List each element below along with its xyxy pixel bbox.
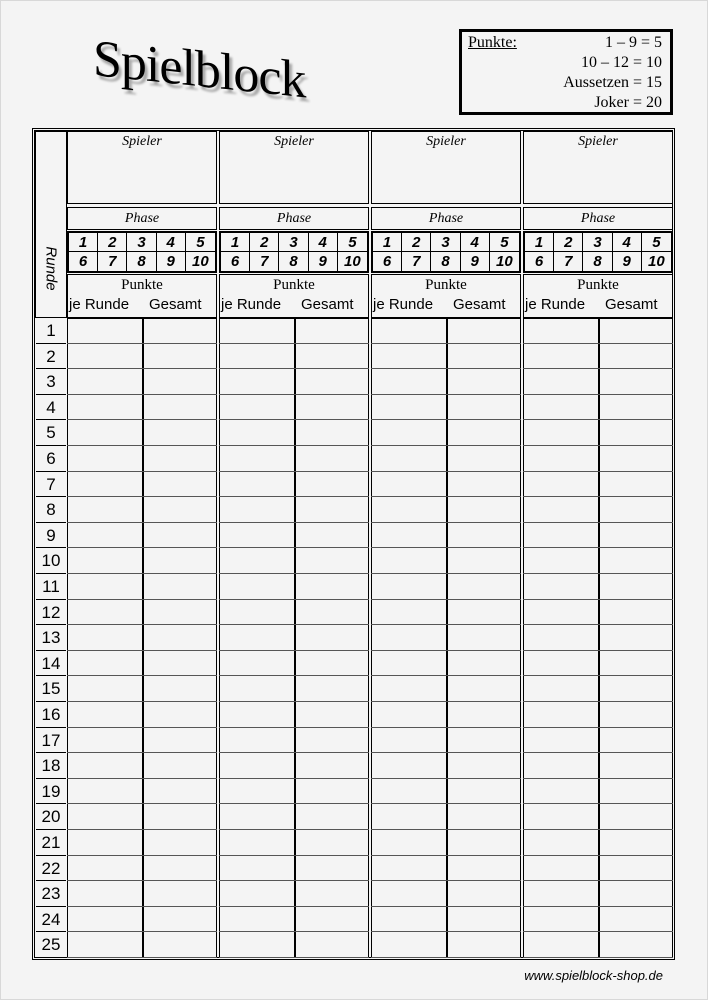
- per-round-score-cell[interactable]: [371, 472, 446, 498]
- round-number: 12: [36, 600, 66, 626]
- phase-checkbox-9[interactable]: 9: [157, 252, 186, 271]
- per-round-score-cell[interactable]: [67, 932, 142, 958]
- total-score-cell[interactable]: [598, 753, 673, 779]
- total-score-cell[interactable]: [142, 420, 217, 446]
- per-round-score-cell[interactable]: [371, 804, 446, 830]
- phase-checkbox-10[interactable]: 10: [648, 253, 665, 270]
- round-number: 8: [36, 497, 66, 523]
- per-round-score-cell[interactable]: [67, 472, 142, 498]
- phase-checkbox-5[interactable]: 5: [338, 233, 367, 252]
- total-score-cell[interactable]: [294, 856, 369, 882]
- total-score-cell[interactable]: [142, 344, 217, 370]
- phase-checkbox-6[interactable]: 6: [221, 252, 250, 271]
- total-score-cell[interactable]: [294, 523, 369, 549]
- per-round-score-cell[interactable]: [219, 881, 294, 907]
- phase-checkbox-7[interactable]: 7: [402, 252, 431, 271]
- per-round-score-cell[interactable]: [219, 932, 294, 958]
- total-score-cell[interactable]: [294, 548, 369, 574]
- round-number: 22: [36, 856, 66, 882]
- total-score-cell[interactable]: [598, 728, 673, 754]
- per-round-score-cell[interactable]: [523, 318, 598, 344]
- round-number: 18: [36, 753, 66, 779]
- total-score-cell[interactable]: [142, 472, 217, 498]
- per-round-score-cell[interactable]: [219, 344, 294, 370]
- per-round-score-cell[interactable]: [219, 395, 294, 421]
- per-round-score-cell[interactable]: [219, 446, 294, 472]
- per-round-score-cell[interactable]: [219, 625, 294, 651]
- per-round-score-cell[interactable]: [219, 523, 294, 549]
- total-score-cell[interactable]: [446, 625, 521, 651]
- total-score-cell[interactable]: [294, 907, 369, 933]
- per-round-score-cell[interactable]: [371, 625, 446, 651]
- points-label: Punkte: [273, 277, 315, 293]
- total-score-cell[interactable]: [294, 574, 369, 600]
- phase-checkbox-9[interactable]: 9: [461, 252, 490, 271]
- total-score-cell[interactable]: [294, 497, 369, 523]
- per-round-score-cell[interactable]: [371, 574, 446, 600]
- total-score-cell[interactable]: [142, 625, 217, 651]
- total-score-cell[interactable]: [598, 804, 673, 830]
- per-round-score-cell[interactable]: [523, 932, 598, 958]
- rule-line: Aussetzen = 15: [563, 74, 662, 91]
- per-round-score-cell[interactable]: [371, 702, 446, 728]
- player-label: Spieler: [122, 134, 162, 149]
- per-round-score-cell[interactable]: [67, 830, 142, 856]
- total-score-cell[interactable]: [598, 574, 673, 600]
- phase-checkbox-2[interactable]: 2: [554, 233, 583, 252]
- total-score-cell[interactable]: [142, 497, 217, 523]
- phase-checkbox-2[interactable]: 2: [98, 233, 127, 252]
- total-score-cell[interactable]: [598, 472, 673, 498]
- phase-checkbox-1[interactable]: 1: [525, 233, 554, 252]
- phase-checkbox-9[interactable]: 9: [309, 252, 338, 271]
- total-score-cell[interactable]: [598, 318, 673, 344]
- per-round-score-cell[interactable]: [523, 907, 598, 933]
- total-score-cell[interactable]: [598, 779, 673, 805]
- total-score-cell[interactable]: [598, 702, 673, 728]
- total-score-cell[interactable]: [294, 728, 369, 754]
- total-score-cell[interactable]: [598, 932, 673, 958]
- per-round-score-cell[interactable]: [523, 856, 598, 882]
- per-round-score-cell[interactable]: [219, 856, 294, 882]
- total-score-cell[interactable]: [446, 830, 521, 856]
- per-round-score-cell[interactable]: [371, 728, 446, 754]
- total-label: Gesamt: [149, 296, 202, 313]
- phase-checkbox-7[interactable]: 7: [250, 252, 279, 271]
- scoring-rules-box: [459, 29, 673, 115]
- per-round-score-cell[interactable]: [219, 830, 294, 856]
- total-score-cell[interactable]: [294, 804, 369, 830]
- phase-checkbox-3[interactable]: 3: [279, 233, 308, 252]
- total-score-cell[interactable]: [598, 395, 673, 421]
- per-round-label: je Runde: [525, 296, 586, 313]
- round-number: 7: [36, 472, 66, 498]
- per-round-score-cell[interactable]: [67, 676, 142, 702]
- total-score-cell[interactable]: [294, 369, 369, 395]
- per-round-score-cell[interactable]: [371, 779, 446, 805]
- per-round-score-cell[interactable]: [371, 856, 446, 882]
- total-score-cell[interactable]: [446, 369, 521, 395]
- phase-checkbox-1[interactable]: 1: [69, 233, 98, 252]
- total-score-cell[interactable]: [294, 651, 369, 677]
- total-score-cell[interactable]: [142, 318, 217, 344]
- phase-header: Phase: [523, 207, 673, 230]
- phase-checkbox-5[interactable]: 5: [490, 233, 519, 252]
- per-round-score-cell[interactable]: [371, 753, 446, 779]
- total-score-cell[interactable]: [294, 779, 369, 805]
- per-round-score-cell[interactable]: [371, 676, 446, 702]
- total-score-cell[interactable]: [294, 830, 369, 856]
- total-score-cell[interactable]: [598, 497, 673, 523]
- per-round-score-cell[interactable]: [371, 881, 446, 907]
- per-round-score-cell[interactable]: [219, 318, 294, 344]
- per-round-score-cell[interactable]: [371, 446, 446, 472]
- per-round-score-cell[interactable]: [67, 420, 142, 446]
- total-score-cell[interactable]: [446, 932, 521, 958]
- total-score-cell[interactable]: [294, 395, 369, 421]
- total-score-cell[interactable]: [142, 548, 217, 574]
- per-round-score-cell[interactable]: [219, 574, 294, 600]
- per-round-score-cell[interactable]: [219, 728, 294, 754]
- per-round-score-cell[interactable]: [371, 830, 446, 856]
- per-round-score-cell[interactable]: [523, 395, 598, 421]
- per-round-score-cell[interactable]: [219, 548, 294, 574]
- total-score-cell[interactable]: [294, 625, 369, 651]
- page-title: Spielblock: [93, 30, 306, 110]
- per-round-score-cell[interactable]: [523, 804, 598, 830]
- per-round-score-cell[interactable]: [67, 625, 142, 651]
- phase-checkbox-3[interactable]: 3: [431, 233, 460, 252]
- total-score-cell[interactable]: [446, 600, 521, 626]
- total-score-cell[interactable]: [598, 344, 673, 370]
- per-round-score-cell[interactable]: [219, 369, 294, 395]
- per-round-score-cell[interactable]: [67, 907, 142, 933]
- per-round-score-cell[interactable]: [67, 548, 142, 574]
- round-number: 19: [36, 779, 66, 805]
- per-round-score-cell[interactable]: [523, 344, 598, 370]
- total-score-cell[interactable]: [142, 600, 217, 626]
- per-round-score-cell[interactable]: [67, 753, 142, 779]
- phase-checkbox-7[interactable]: 7: [554, 252, 583, 271]
- total-score-cell[interactable]: [142, 907, 217, 933]
- per-round-score-cell[interactable]: [67, 651, 142, 677]
- per-round-score-cell[interactable]: [523, 728, 598, 754]
- per-round-score-cell[interactable]: [523, 625, 598, 651]
- total-score-cell[interactable]: [446, 318, 521, 344]
- total-score-cell[interactable]: [294, 344, 369, 370]
- points-label: Punkte: [577, 277, 619, 293]
- per-round-score-cell[interactable]: [523, 497, 598, 523]
- round-number: 6: [36, 446, 66, 472]
- per-round-score-cell[interactable]: [67, 728, 142, 754]
- total-label: Gesamt: [605, 296, 658, 313]
- phase-checkbox-8[interactable]: 8: [431, 252, 460, 271]
- round-number: 10: [36, 548, 66, 574]
- total-score-cell[interactable]: [142, 446, 217, 472]
- total-score-cell[interactable]: [598, 881, 673, 907]
- points-label: Punkte: [121, 277, 163, 293]
- per-round-score-cell[interactable]: [67, 395, 142, 421]
- round-number: 2: [36, 344, 66, 370]
- round-number: 16: [36, 702, 66, 728]
- phase-checkbox-8[interactable]: 8: [279, 252, 308, 271]
- total-score-cell[interactable]: [142, 728, 217, 754]
- total-score-cell[interactable]: [446, 702, 521, 728]
- total-score-cell[interactable]: [446, 779, 521, 805]
- total-score-cell[interactable]: [446, 676, 521, 702]
- per-round-label: je Runde: [221, 296, 282, 313]
- per-round-score-cell[interactable]: [219, 676, 294, 702]
- round-number: 14: [36, 651, 66, 677]
- per-round-score-cell[interactable]: [67, 779, 142, 805]
- total-score-cell[interactable]: [142, 830, 217, 856]
- per-round-score-cell[interactable]: [371, 600, 446, 626]
- per-round-score-cell[interactable]: [371, 497, 446, 523]
- total-score-cell[interactable]: [446, 574, 521, 600]
- per-round-score-cell[interactable]: [219, 779, 294, 805]
- phase-header: Phase: [371, 207, 521, 230]
- total-score-cell[interactable]: [598, 523, 673, 549]
- per-round-score-cell[interactable]: [67, 344, 142, 370]
- total-score-cell[interactable]: [598, 651, 673, 677]
- round-number: 4: [36, 395, 66, 421]
- total-score-cell[interactable]: [446, 523, 521, 549]
- per-round-score-cell[interactable]: [219, 600, 294, 626]
- per-round-score-cell[interactable]: [523, 753, 598, 779]
- total-label: Gesamt: [301, 296, 354, 313]
- per-round-label: je Runde: [69, 296, 130, 313]
- score-table: [32, 128, 675, 960]
- player-label: Spieler: [274, 134, 314, 149]
- per-round-score-cell[interactable]: [371, 932, 446, 958]
- per-round-score-cell[interactable]: [219, 420, 294, 446]
- total-score-cell[interactable]: [142, 574, 217, 600]
- phase-checkbox-8[interactable]: 8: [127, 252, 156, 271]
- total-score-cell[interactable]: [142, 881, 217, 907]
- total-score-cell[interactable]: [142, 779, 217, 805]
- phase-checkbox-6[interactable]: 6: [69, 252, 98, 271]
- total-score-cell[interactable]: [294, 702, 369, 728]
- per-round-score-cell[interactable]: [523, 523, 598, 549]
- total-score-cell[interactable]: [598, 420, 673, 446]
- total-score-cell[interactable]: [142, 702, 217, 728]
- per-round-score-cell[interactable]: [523, 881, 598, 907]
- per-round-score-cell[interactable]: [523, 446, 598, 472]
- round-number: 13: [36, 625, 66, 651]
- phase-checkbox-2[interactable]: 2: [402, 233, 431, 252]
- round-number: 15: [36, 676, 66, 702]
- total-score-cell[interactable]: [446, 907, 521, 933]
- phase-checkbox-9[interactable]: 9: [613, 252, 642, 271]
- total-score-cell[interactable]: [598, 446, 673, 472]
- round-label: Runde: [42, 246, 60, 291]
- total-score-cell[interactable]: [598, 600, 673, 626]
- round-number: 11: [36, 574, 66, 600]
- per-round-score-cell[interactable]: [67, 702, 142, 728]
- per-round-score-cell[interactable]: [67, 881, 142, 907]
- round-number: 21: [36, 830, 66, 856]
- per-round-score-cell[interactable]: [371, 344, 446, 370]
- total-score-cell[interactable]: [598, 548, 673, 574]
- total-score-cell[interactable]: [142, 856, 217, 882]
- total-score-cell[interactable]: [294, 420, 369, 446]
- per-round-score-cell[interactable]: [219, 753, 294, 779]
- phase-checkbox-4[interactable]: 4: [157, 233, 186, 252]
- total-score-cell[interactable]: [446, 881, 521, 907]
- phase-checkbox-7[interactable]: 7: [98, 252, 127, 271]
- per-round-score-cell[interactable]: [371, 318, 446, 344]
- round-number: 24: [36, 907, 66, 933]
- total-score-cell[interactable]: [142, 651, 217, 677]
- per-round-score-cell[interactable]: [67, 856, 142, 882]
- total-score-cell[interactable]: [294, 881, 369, 907]
- total-score-cell[interactable]: [446, 446, 521, 472]
- total-score-cell[interactable]: [446, 472, 521, 498]
- total-score-cell[interactable]: [294, 600, 369, 626]
- per-round-score-cell[interactable]: [523, 600, 598, 626]
- total-score-cell[interactable]: [294, 676, 369, 702]
- total-score-cell[interactable]: [598, 907, 673, 933]
- total-label: Gesamt: [453, 296, 506, 313]
- total-score-cell[interactable]: [294, 472, 369, 498]
- round-header-cell: [35, 131, 67, 318]
- total-score-cell[interactable]: [142, 369, 217, 395]
- phase-checkbox-1[interactable]: 1: [373, 233, 402, 252]
- per-round-score-cell[interactable]: [523, 702, 598, 728]
- phase-checkbox-10[interactable]: 10: [192, 253, 209, 270]
- per-round-score-cell[interactable]: [523, 420, 598, 446]
- total-score-cell[interactable]: [446, 856, 521, 882]
- per-round-score-cell[interactable]: [67, 446, 142, 472]
- phase-checkbox-3[interactable]: 3: [583, 233, 612, 252]
- total-score-cell[interactable]: [446, 395, 521, 421]
- total-score-cell[interactable]: [294, 753, 369, 779]
- total-score-cell[interactable]: [598, 369, 673, 395]
- per-round-score-cell[interactable]: [523, 472, 598, 498]
- rule-line: 1 – 9 = 5: [604, 34, 662, 51]
- phase-checkbox-5[interactable]: 5: [642, 233, 671, 252]
- phase-checkbox-5[interactable]: 5: [186, 233, 215, 252]
- total-score-cell[interactable]: [294, 932, 369, 958]
- per-round-score-cell[interactable]: [219, 651, 294, 677]
- round-number: 1: [36, 318, 66, 344]
- per-round-score-cell[interactable]: [371, 907, 446, 933]
- total-score-cell[interactable]: [598, 830, 673, 856]
- phase-checkbox-4[interactable]: 4: [613, 233, 642, 252]
- per-round-score-cell[interactable]: [371, 420, 446, 446]
- phase-header: Phase: [219, 207, 369, 230]
- per-round-score-cell[interactable]: [219, 472, 294, 498]
- rules-heading: Punkte:: [468, 34, 517, 51]
- per-round-score-cell[interactable]: [219, 497, 294, 523]
- phase-checkbox-10[interactable]: 10: [496, 253, 513, 270]
- total-score-cell[interactable]: [294, 446, 369, 472]
- phase-checkbox-2[interactable]: 2: [250, 233, 279, 252]
- round-number: 20: [36, 804, 66, 830]
- total-score-cell[interactable]: [446, 344, 521, 370]
- per-round-score-cell[interactable]: [523, 830, 598, 856]
- per-round-score-cell[interactable]: [371, 548, 446, 574]
- per-round-score-cell[interactable]: [523, 574, 598, 600]
- per-round-score-cell[interactable]: [523, 676, 598, 702]
- per-round-score-cell[interactable]: [523, 369, 598, 395]
- player-label: Spieler: [426, 134, 466, 149]
- per-round-score-cell[interactable]: [523, 779, 598, 805]
- footer-url: www.spielblock-shop.de: [524, 968, 663, 983]
- rule-line: Joker = 20: [594, 94, 662, 111]
- total-score-cell[interactable]: [446, 420, 521, 446]
- per-round-score-cell[interactable]: [371, 395, 446, 421]
- phase-checkbox-10[interactable]: 10: [344, 253, 361, 270]
- per-round-score-cell[interactable]: [371, 523, 446, 549]
- per-round-score-cell[interactable]: [67, 600, 142, 626]
- per-round-score-cell[interactable]: [67, 369, 142, 395]
- phase-checkbox-6[interactable]: 6: [525, 252, 554, 271]
- round-number: 9: [36, 523, 66, 549]
- total-score-cell[interactable]: [446, 728, 521, 754]
- phase-checkbox-4[interactable]: 4: [309, 233, 338, 252]
- per-round-score-cell[interactable]: [67, 523, 142, 549]
- per-round-score-cell[interactable]: [67, 804, 142, 830]
- total-score-cell[interactable]: [598, 676, 673, 702]
- per-round-score-cell[interactable]: [523, 651, 598, 677]
- total-score-cell[interactable]: [142, 523, 217, 549]
- total-score-cell[interactable]: [294, 318, 369, 344]
- phase-checkbox-4[interactable]: 4: [461, 233, 490, 252]
- per-round-score-cell[interactable]: [523, 548, 598, 574]
- round-number: 25: [36, 932, 66, 958]
- total-score-cell[interactable]: [446, 497, 521, 523]
- player-label: Spieler: [578, 134, 618, 149]
- round-number: 3: [36, 369, 66, 395]
- per-round-score-cell[interactable]: [219, 702, 294, 728]
- per-round-score-cell[interactable]: [371, 369, 446, 395]
- phase-checkbox-8[interactable]: 8: [583, 252, 612, 271]
- total-score-cell[interactable]: [142, 804, 217, 830]
- total-score-cell[interactable]: [446, 804, 521, 830]
- round-number: 5: [36, 420, 66, 446]
- total-score-cell[interactable]: [446, 548, 521, 574]
- total-score-cell[interactable]: [598, 856, 673, 882]
- total-score-cell[interactable]: [446, 753, 521, 779]
- round-number: 17: [36, 728, 66, 754]
- total-score-cell[interactable]: [142, 395, 217, 421]
- round-number: 23: [36, 881, 66, 907]
- per-round-score-cell[interactable]: [219, 907, 294, 933]
- total-score-cell[interactable]: [142, 753, 217, 779]
- total-score-cell[interactable]: [598, 625, 673, 651]
- phase-checkbox-3[interactable]: 3: [127, 233, 156, 252]
- per-round-score-cell[interactable]: [67, 318, 142, 344]
- points-label: Punkte: [425, 277, 467, 293]
- total-score-cell[interactable]: [142, 676, 217, 702]
- total-score-cell[interactable]: [142, 932, 217, 958]
- per-round-score-cell[interactable]: [67, 574, 142, 600]
- per-round-label: je Runde: [373, 296, 434, 313]
- phase-checkbox-1[interactable]: 1: [221, 233, 250, 252]
- per-round-score-cell[interactable]: [67, 497, 142, 523]
- phase-header: Phase: [67, 207, 217, 230]
- per-round-score-cell[interactable]: [219, 804, 294, 830]
- per-round-score-cell[interactable]: [371, 651, 446, 677]
- total-score-cell[interactable]: [446, 651, 521, 677]
- rule-line: 10 – 12 = 10: [580, 54, 662, 71]
- phase-checkbox-6[interactable]: 6: [373, 252, 402, 271]
